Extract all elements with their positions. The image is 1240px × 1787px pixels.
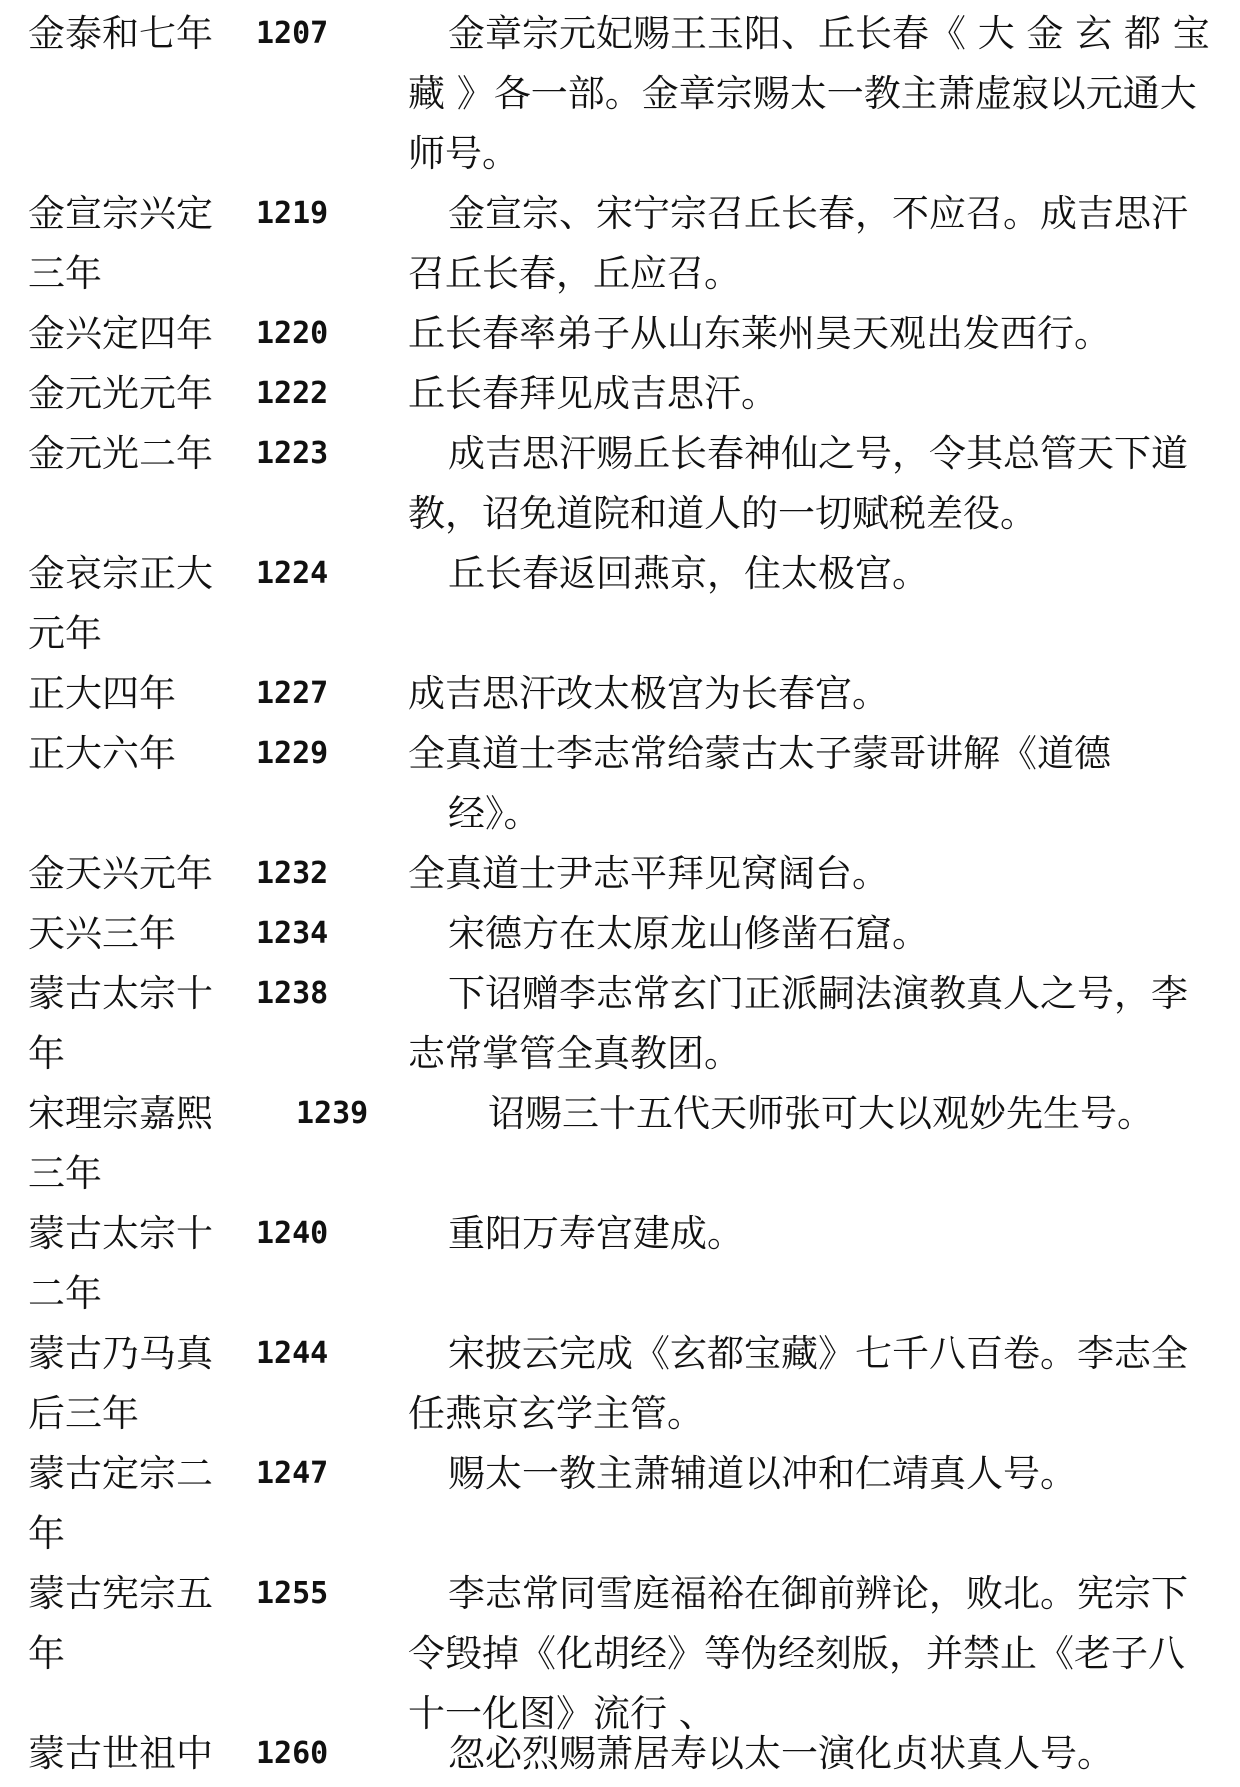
era-name: 正大四年	[28, 672, 176, 715]
era-name: 蒙古宪宗五年	[28, 1572, 213, 1675]
event-line: 成吉思汗赐丘长春神仙之号，令其总管天下道	[448, 432, 1188, 475]
event-line: 下诏赠李志常玄门正派嗣法演教真人之号，李	[448, 972, 1188, 1015]
era-name: 金元光元年	[28, 372, 213, 415]
event-text	[408, 1204, 1220, 1264]
event-text	[408, 664, 1220, 724]
event-line: 丘长春率弟子从山东莱州昊天观出发西行。	[408, 312, 1111, 355]
event-line: 经》。	[448, 792, 541, 835]
event-text	[408, 964, 1220, 1084]
event-text	[408, 1324, 1220, 1444]
event-line: 诏赐三十五代天师张可大以观妙先生号。	[488, 1092, 1154, 1135]
year: 1234	[256, 916, 329, 951]
era-name: 金泰和七年	[28, 12, 213, 55]
event-text	[408, 184, 1220, 304]
era-name: 蒙古太宗十二年	[28, 1212, 213, 1315]
event-line: 李志常同雪庭福裕在御前辨论，败北。宪宗下	[448, 1572, 1188, 1615]
year: 1219	[256, 196, 329, 231]
year: 1260	[256, 1736, 329, 1771]
year: 1244	[256, 1336, 329, 1371]
era-name: 金兴定四年	[28, 312, 213, 355]
year: 1255	[256, 1576, 329, 1611]
event-line: 全真道士李志常给蒙古太子蒙哥讲解《道德	[408, 732, 1111, 775]
event-line: 金宣宗、宋宁宗召丘长春，不应召。成吉思汗	[448, 192, 1188, 235]
event-text	[408, 1564, 1220, 1744]
year: 1207	[256, 16, 329, 51]
event-line: 藏 》各一部。金章宗赐太一教主萧虚寂以元通大	[408, 72, 1197, 115]
event-line: 忽必烈赐萧居寿以太一演化贞状真人号。	[448, 1732, 1114, 1775]
event-line: 教，诏免道院和道人的一切赋税差役。	[408, 492, 1037, 535]
event-line: 志常掌管全真教团。	[408, 1032, 741, 1075]
event-text	[408, 364, 1220, 424]
event-line: 令毁掉《化胡经》等伪经刻版，并禁止《老子八	[408, 1632, 1185, 1675]
event-line: 金章宗元妃赐王玉阳、丘长春《 大 金 玄 都 宝	[448, 12, 1210, 55]
era-name: 天兴三年	[28, 912, 176, 955]
event-line: 成吉思汗改太极宫为长春宫。	[408, 672, 889, 715]
year: 1224	[256, 556, 329, 591]
era-name: 金元光二年	[28, 432, 213, 475]
era-name: 蒙古世祖中	[28, 1732, 213, 1775]
event-text	[408, 1724, 1220, 1784]
event-text	[408, 904, 1220, 964]
era-name: 金哀宗正大元年	[28, 552, 213, 655]
year: 1227	[256, 676, 329, 711]
event-line: 召丘长春，丘应召。	[408, 252, 741, 295]
event-text	[408, 424, 1220, 544]
event-text	[408, 724, 1220, 844]
year: 1223	[256, 436, 329, 471]
event-text	[408, 544, 1220, 604]
event-line: 十一化图》流行 、	[408, 1692, 716, 1735]
event-line: 丘长春拜见成吉思汗。	[408, 372, 778, 415]
event-text	[408, 1444, 1220, 1504]
event-line: 赐太一教主萧辅道以冲和仁靖真人号。	[448, 1452, 1077, 1495]
year: 1238	[256, 976, 329, 1011]
era-name: 蒙古太宗十年	[28, 972, 213, 1075]
year: 1240	[256, 1216, 329, 1251]
event-line: 宋披云完成《玄都宝藏》七千八百卷。李志全	[448, 1332, 1188, 1375]
event-line: 任燕京玄学主管。	[408, 1392, 704, 1435]
event-text	[408, 304, 1220, 364]
event-line: 全真道士尹志平拜见窝阔台。	[408, 852, 889, 895]
event-text	[408, 844, 1220, 904]
year: 1222	[256, 376, 329, 411]
year: 1247	[256, 1456, 329, 1491]
era-name: 宋理宗嘉熙三年	[28, 1092, 213, 1195]
era-name: 金天兴元年	[28, 852, 213, 895]
event-line: 师号。	[408, 132, 519, 175]
event-text	[408, 4, 1220, 184]
year: 1220	[256, 316, 329, 351]
year: 1239	[296, 1096, 369, 1131]
era-name: 蒙古定宗二年	[28, 1452, 213, 1555]
event-line: 丘长春返回燕京，住太极宫。	[448, 552, 929, 595]
era-name: 正大六年	[28, 732, 176, 775]
event-line: 重阳万寿宫建成。	[448, 1212, 744, 1255]
event-text	[488, 1084, 1240, 1144]
year: 1229	[256, 736, 329, 771]
year: 1232	[256, 856, 329, 891]
event-line: 宋德方在太原龙山修凿石窟。	[448, 912, 929, 955]
era-name: 蒙古乃马真后三年	[28, 1332, 213, 1435]
era-name: 金宣宗兴定三年	[28, 192, 213, 295]
